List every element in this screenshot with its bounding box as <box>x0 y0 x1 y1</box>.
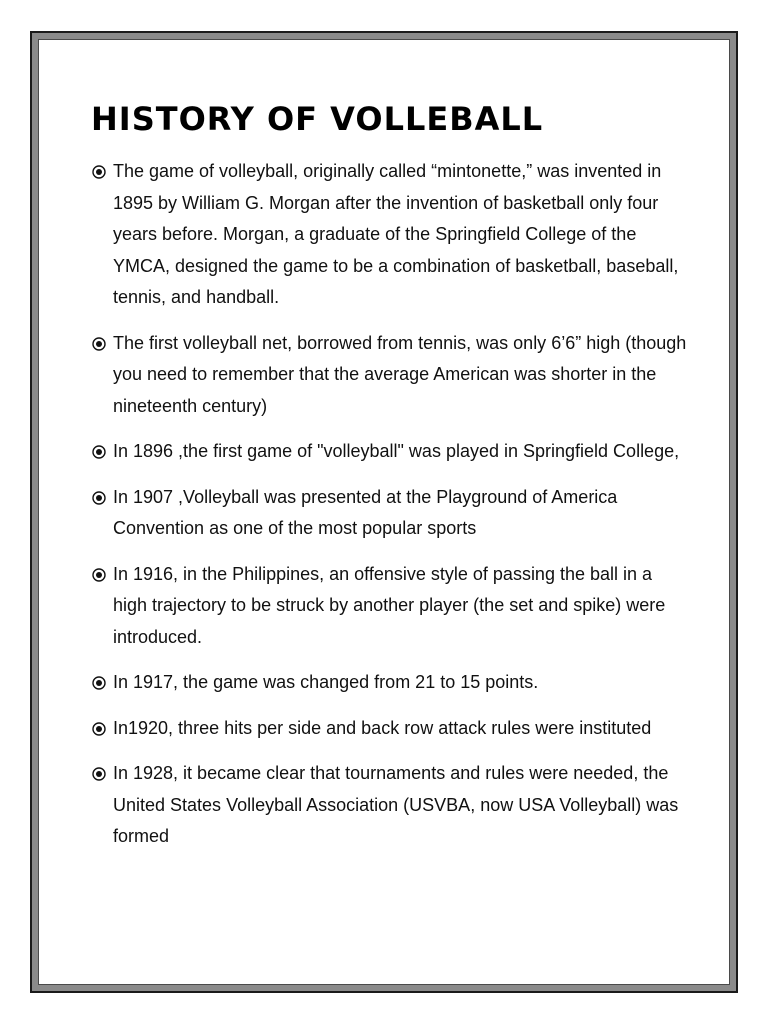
circled-dot-bullet-icon <box>92 165 106 179</box>
list-item <box>91 328 691 423</box>
history-bullet-list <box>91 156 691 867</box>
list-item <box>91 482 691 545</box>
list-item-text: In1920, three hits per side and back row attack rules were instituted <box>113 717 652 738</box>
list-item-text: In 1928, it became clear that tournaments and rules were needed, the United States Volleyball Association (USVBA, now USA Volleyball) was formed <box>113 763 679 846</box>
list-item-text: The game of volleyball, originally called “mintonette,” was invented in 1895 by William G. Morgan after the invention of basketball only four years before. Morgan, a graduate of the Springfield College of the YMCA, designed the game to be a combination of basketball, baseball, tennis, and handball. <box>113 161 679 307</box>
list-item <box>91 758 691 853</box>
circled-dot-bullet-icon <box>92 568 106 582</box>
list-item <box>91 436 691 468</box>
list-item <box>91 156 691 314</box>
list-item <box>91 713 691 745</box>
list-item-text: In 1916, in the Philippines, an offensive style of passing the ball in a high trajectory to be struck by another player (the set and spike) were introduced. <box>113 563 666 647</box>
circled-dot-bullet-icon <box>92 337 106 351</box>
page-title: HISTORY OF VOLLEBALL <box>91 100 544 138</box>
circled-dot-bullet-icon <box>92 676 106 690</box>
list-item-text: The first volleyball net, borrowed from tennis, was only 6’6” high (though you need to remember that the average American was shorter in the nineteenth century) <box>113 332 687 416</box>
list-item-text: In 1917, the game was changed from 21 to 15 points. <box>113 672 539 692</box>
circled-dot-bullet-icon <box>92 491 106 505</box>
circled-dot-bullet-icon <box>92 445 106 459</box>
circled-dot-bullet-icon <box>92 767 106 781</box>
list-item <box>91 667 691 699</box>
list-item-text: In 1907 ,Volleyball was presented at the Playground of America Convention as one of the most popular sports <box>113 486 618 538</box>
list-item <box>91 559 691 654</box>
list-item-text: In 1896 ,the first game of "volleyball" was played in Springfield College, <box>113 441 680 461</box>
circled-dot-bullet-icon <box>92 722 106 736</box>
